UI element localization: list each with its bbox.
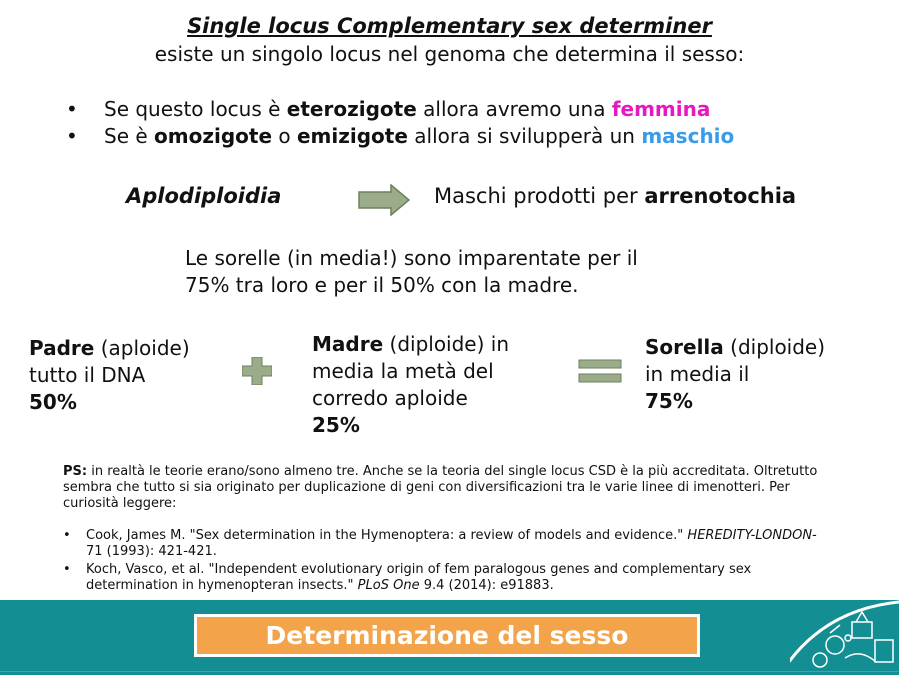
homozygous-term: omozigote: [154, 124, 273, 148]
haplodiploidy-label: Aplodiploidia: [126, 184, 282, 208]
university-seal-icon: [790, 600, 899, 675]
list-item: • Cook, James M. "Sex determination in the Hymenoptera: a review of models and evidence." HEREDITY-LONDON- 71 (1993): 421-421.: [63, 528, 817, 559]
male-term: maschio: [641, 124, 735, 148]
reference-list: [63, 528, 823, 596]
sister-percentage: 75%: [645, 389, 693, 413]
sisters-relatedness-note: Le sorelle (in media!) sono imparentate per il 75% tra loro e per il 50% con la madre.: [185, 246, 638, 297]
female-term: femmina: [611, 97, 711, 121]
bullet-icon: •: [63, 528, 71, 543]
equals-icon: [578, 358, 622, 384]
list-item: • Se questo locus è eterozigote allora avremo una femmina: [66, 97, 711, 121]
plus-icon: [242, 357, 272, 385]
right-arrow-icon: [357, 184, 411, 216]
bullet-icon: •: [66, 124, 78, 148]
sister-block: Sorella (diploide) in media il 75%: [645, 335, 826, 413]
mother-percentage: 25%: [312, 413, 360, 437]
locus-bullet-list: [66, 96, 734, 150]
father-block: Padre (aploide) tutto il DNA 50%: [29, 336, 190, 414]
bullet-icon: •: [66, 97, 78, 121]
bottom-rule: [0, 671, 899, 672]
footer-title: Determinazione del sesso: [194, 614, 700, 657]
mother-block: Madre (diploide) in media la metà del corredo aploide 25%: [312, 332, 510, 437]
hemizygous-term: emizigote: [296, 124, 408, 148]
list-item: • Se è omozigote o emizigote allora si svilupperà un maschio: [66, 124, 735, 148]
arrhenotoky-statement: Maschi prodotti per arrenotochia: [434, 184, 797, 208]
postscript-note: PS: in realtà le teorie erano/sono almeno tre. Anche se la teoria del single locus CSD è la più accreditata. Oltretutto sembra che tutto si sia originato per duplicazione di geni con diversificazioni tra le varie linee di imenotteri. Per curiosità leggere:: [63, 464, 818, 511]
slide-subtitle: esiste un singolo locus nel genoma che determina il sesso:: [154, 42, 745, 66]
slide-title: Single locus Complementary sex determiner: [187, 14, 712, 38]
father-percentage: 50%: [29, 390, 77, 414]
list-item: • Koch, Vasco, et al. "Independent evolutionary origin of fem paralogous genes and complementary sex determination in hymenopteran insects." PLoS One 9.4 (2014): e91883.: [63, 562, 752, 593]
heterozygous-term: eterozigote: [286, 97, 417, 121]
bullet-icon: •: [63, 562, 71, 577]
